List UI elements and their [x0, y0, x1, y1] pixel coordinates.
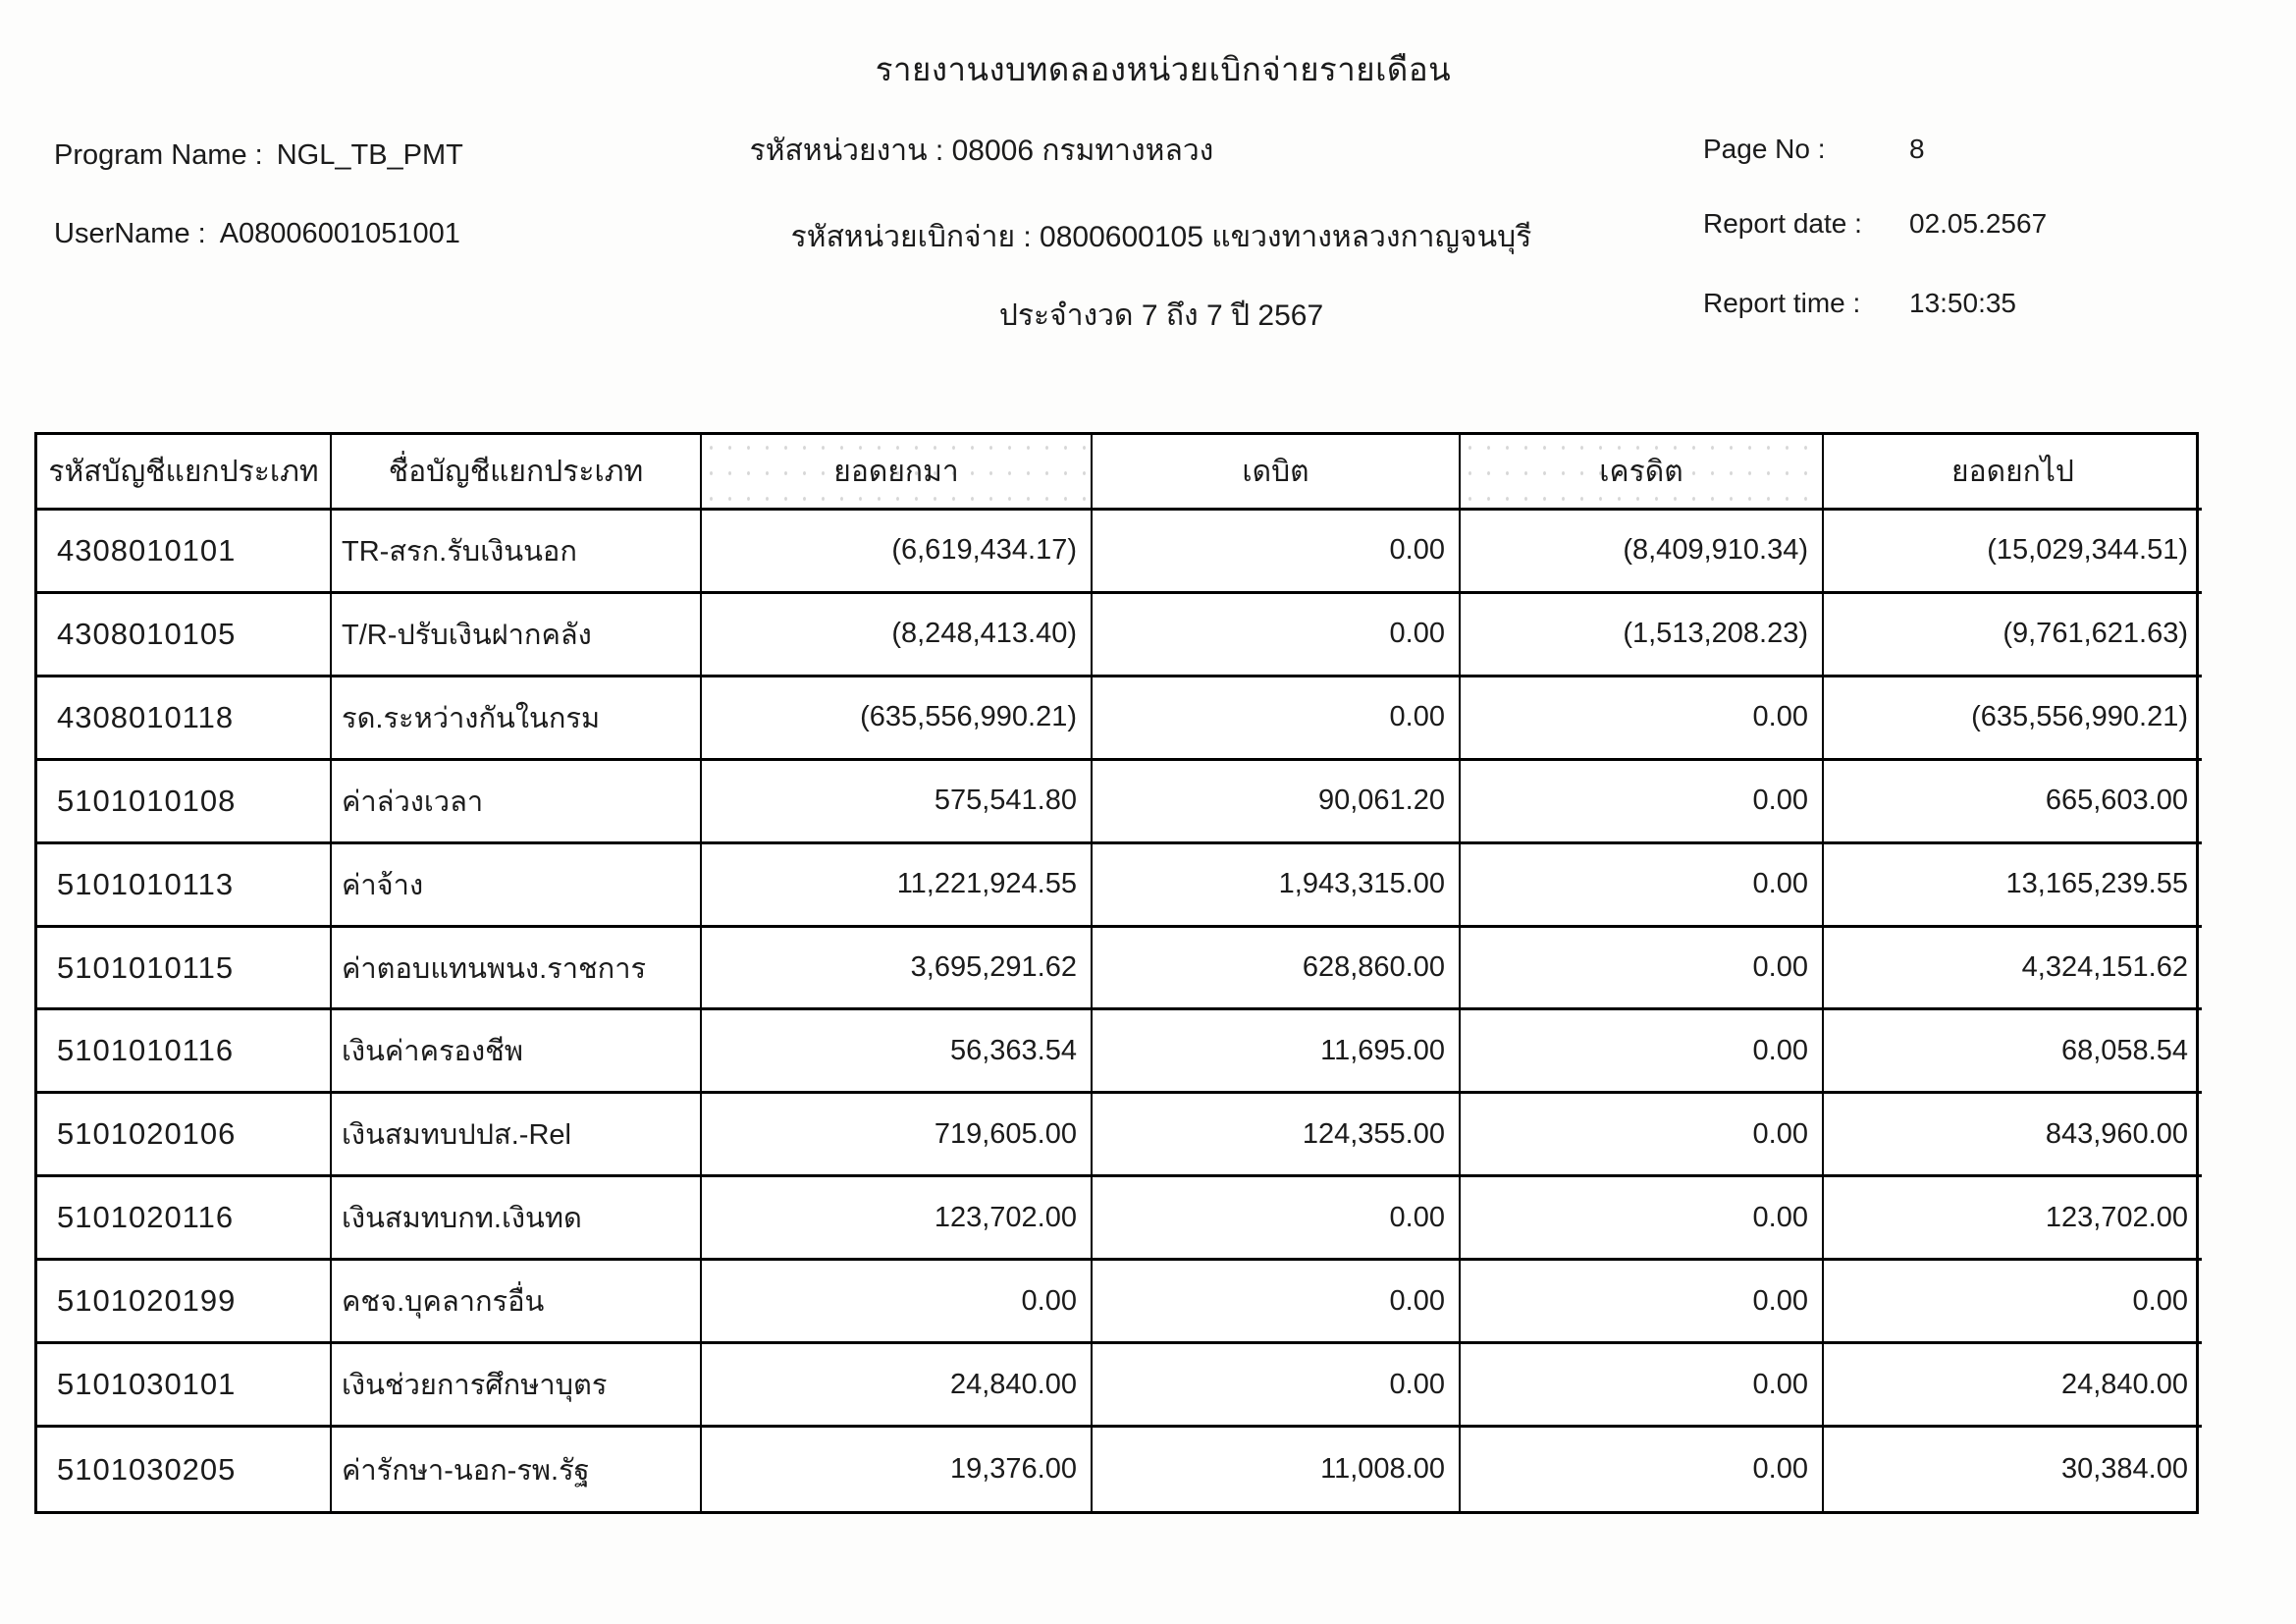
opening-balance-cell: 24,840.00	[702, 1344, 1093, 1428]
account-name-cell: เงินช่วยการศึกษาบุตร	[332, 1344, 702, 1428]
account-name-cell: เงินสมทบกท.เงินทด	[332, 1177, 702, 1261]
closing-balance-cell: 4,324,151.62	[1824, 928, 2202, 1011]
col-header-account-name: ชื่อบัญชีแยกประเภท	[332, 435, 702, 511]
debit-cell: 628,860.00	[1093, 928, 1461, 1011]
credit-cell: 0.00	[1461, 677, 1824, 761]
col-header-debit: เดบิต	[1093, 435, 1461, 511]
debit-cell: 11,695.00	[1093, 1010, 1461, 1094]
debit-cell: 0.00	[1093, 594, 1461, 677]
opening-balance-cell: 0.00	[702, 1261, 1093, 1344]
account-name-cell: คชจ.บุคลากรอื่น	[332, 1261, 702, 1344]
username-label: UserName :	[54, 218, 206, 249]
closing-balance-cell: 665,603.00	[1824, 761, 2202, 844]
opening-balance-cell: 56,363.54	[702, 1010, 1093, 1094]
opening-balance-cell: 719,605.00	[702, 1094, 1093, 1177]
account-name-cell: รด.ระหว่างกันในกรม	[332, 677, 702, 761]
credit-cell: 0.00	[1461, 1094, 1824, 1177]
period-line: ประจำงวด 7 ถึง 7 ปี 2567	[998, 299, 1324, 332]
report-time-value: 13:50:35	[1909, 288, 2016, 318]
username-line	[54, 218, 460, 250]
debit-cell: 0.00	[1093, 1177, 1461, 1261]
credit-cell: 0.00	[1461, 1010, 1824, 1094]
closing-balance-cell: 123,702.00	[1824, 1177, 2202, 1261]
program-name-label: Program Name :	[54, 139, 263, 171]
opening-balance-cell: 575,541.80	[702, 761, 1093, 844]
agency-code-line: รหัสหน่วยงาน : 08006 กรมทางหลวง	[749, 135, 1214, 167]
opening-balance-cell: 3,695,291.62	[702, 928, 1093, 1011]
program-name-value: NGL_TB_PMT	[276, 139, 463, 171]
credit-cell: 0.00	[1461, 1177, 1824, 1261]
opening-balance-cell: 19,376.00	[702, 1428, 1093, 1511]
debit-cell: 11,008.00	[1093, 1428, 1461, 1511]
credit-cell: 0.00	[1461, 928, 1824, 1011]
closing-balance-cell: 68,058.54	[1824, 1010, 2202, 1094]
credit-cell: 0.00	[1461, 844, 1824, 928]
closing-balance-cell: 843,960.00	[1824, 1094, 2202, 1177]
disbursement-unit-line: รหัสหน่วยเบิกจ่าย : 0800600105 แขวงทางหลวงกาญจนบุรี	[790, 221, 1532, 253]
account-name-cell: เงินค่าครองชีพ	[332, 1010, 702, 1094]
col-header-opening-balance: ยอดยกมา	[702, 435, 1093, 511]
username-value: A08006001051001	[219, 218, 460, 249]
account-code-cell: 5101020116	[37, 1177, 332, 1261]
closing-balance-cell: (15,029,344.51)	[1824, 511, 2202, 594]
credit-cell: 0.00	[1461, 761, 1824, 844]
col-header-closing-balance: ยอดยกไป	[1824, 435, 2202, 511]
page-no-value: 8	[1909, 134, 1925, 164]
account-name-cell: T/R-ปรับเงินฝากคลัง	[332, 594, 702, 677]
report-date-label: Report date :	[1703, 208, 1862, 239]
closing-balance-cell: (635,556,990.21)	[1824, 677, 2202, 761]
account-code-cell: 5101030205	[37, 1428, 332, 1511]
account-code-cell: 5101030101	[37, 1344, 332, 1428]
account-code-cell: 4308010105	[37, 594, 332, 677]
credit-cell: (8,409,910.34)	[1461, 511, 1824, 594]
report-time-label: Report time :	[1703, 288, 1861, 318]
report-date-value: 02.05.2567	[1909, 208, 2048, 239]
account-code-cell: 5101020199	[37, 1261, 332, 1344]
credit-cell: (1,513,208.23)	[1461, 594, 1824, 677]
account-code-cell: 5101010108	[37, 761, 332, 844]
debit-cell: 90,061.20	[1093, 761, 1461, 844]
col-header-credit: เครดิต	[1461, 435, 1824, 511]
account-name-cell: TR-สรก.รับเงินนอก	[332, 511, 702, 594]
account-code-cell: 4308010118	[37, 677, 332, 761]
credit-cell: 0.00	[1461, 1428, 1824, 1511]
credit-cell: 0.00	[1461, 1344, 1824, 1428]
account-code-cell: 5101010116	[37, 1010, 332, 1094]
account-name-cell: ค่าจ้าง	[332, 844, 702, 928]
debit-cell: 0.00	[1093, 1261, 1461, 1344]
opening-balance-cell: 123,702.00	[702, 1177, 1093, 1261]
opening-balance-cell: (635,556,990.21)	[702, 677, 1093, 761]
account-name-cell: เงินสมทบปปส.-Rel	[332, 1094, 702, 1177]
opening-balance-cell: (6,619,434.17)	[702, 511, 1093, 594]
col-header-account-code: รหัสบัญชีแยกประเภท	[37, 435, 332, 511]
trial-balance-table	[34, 432, 2199, 1514]
closing-balance-cell: (9,761,621.63)	[1824, 594, 2202, 677]
page-no-label: Page No :	[1703, 134, 1826, 164]
closing-balance-cell: 24,840.00	[1824, 1344, 2202, 1428]
debit-cell: 0.00	[1093, 511, 1461, 594]
debit-cell: 1,943,315.00	[1093, 844, 1461, 928]
closing-balance-cell: 13,165,239.55	[1824, 844, 2202, 928]
closing-balance-cell: 30,384.00	[2060, 1453, 2188, 1486]
program-name-line	[54, 139, 463, 172]
debit-cell: 0.00	[1093, 677, 1461, 761]
debit-cell: 0.00	[1093, 1344, 1461, 1428]
account-name-cell: ค่ารักษา-นอก-รพ.รัฐ	[332, 1428, 702, 1511]
opening-balance-cell: (8,248,413.40)	[702, 594, 1093, 677]
debit-cell: 124,355.00	[1093, 1094, 1461, 1177]
account-name-cell: ค่าล่วงเวลา	[332, 761, 702, 844]
closing-balance-cell: 0.00	[1824, 1261, 2202, 1344]
credit-cell: 0.00	[1461, 1261, 1824, 1344]
opening-balance-cell: 11,221,924.55	[702, 844, 1093, 928]
account-code-cell: 5101020106	[37, 1094, 332, 1177]
page-title: รายงานงบทดลองหน่วยเบิกจ่ายรายเดือน	[875, 51, 1452, 87]
account-code-cell: 4308010101	[37, 511, 332, 594]
account-code-cell: 5101010115	[37, 928, 332, 1011]
account-name-cell: ค่าตอบแทนพนง.ราชการ	[332, 928, 702, 1011]
account-code-cell: 5101010113	[37, 844, 332, 928]
